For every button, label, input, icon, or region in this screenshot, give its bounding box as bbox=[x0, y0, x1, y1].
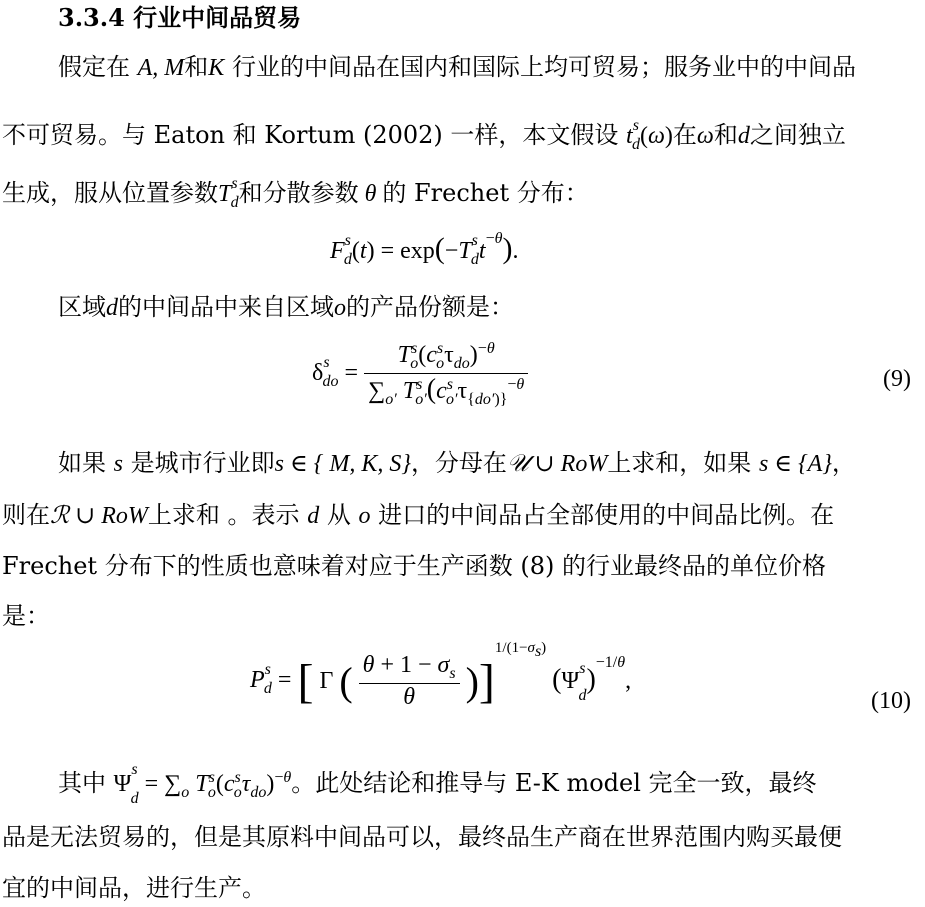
section-heading: 3.3.4 行业中间品贸易 bbox=[58, 3, 302, 32]
paragraph-3-line-4: 是： bbox=[2, 602, 50, 630]
equation-9: $\delta^s_{do}$ = $\frac{T^s_o(c^s_o\tau_{do})^{-\theta}}{\sum_{o'} T^s_{o'}(c^s_{o'}\tau_{\{do')\}}^{-\theta}}$ bbox=[312, 340, 528, 409]
math-theta: θ bbox=[358, 181, 383, 207]
equation-10: $P^s_d$ = [ Γ ( $\frac{\theta + 1 - \sigma_s}{\theta}$ )]$^{1/(1-\sigma_s)}$ $(\Psi^s_d)^{-1/\theta}$, bbox=[250, 639, 632, 710]
equation-frechet: $F^s_d(t) = \exp(-T^s_dt^{-\theta})$. bbox=[330, 230, 519, 268]
math-T-d-s: $T^s_d$ bbox=[218, 175, 239, 211]
equation-9-number: (9) bbox=[883, 366, 911, 392]
paragraph-1-line-1: 假定在 A, M和K 行业的中间品在国内和国际上均可贸易；服务业中的中间品 bbox=[58, 53, 856, 81]
paragraph-4-line-1: 其中 $\Psi^s_d = \sum_o$ $T^s_o(c^s_o\tau_{do})^{-\theta}$。此处结论和推导与 E-K model 完全一致，最终 bbox=[58, 761, 817, 807]
paragraph-1-line-2: 不可贸易。与 Eaton 和 Kortum (2002) 一样，本文假设 $t^s_d(\omega)$在ω和d之间独立 bbox=[2, 117, 846, 153]
paragraph-2: 区域d的中间品中来自区域o的产品份额是： bbox=[58, 293, 514, 321]
paragraph-3-line-3: Frechet 分布下的性质也意味着对应于生产函数 (8) 的行业最终品的单位价格 bbox=[2, 552, 826, 580]
paragraph-3-line-2: 则在ℛ ∪ RoW上求和 。表示 d 从 o 进口的中间品占全部使用的中间品比例。在 bbox=[2, 501, 835, 529]
paragraph-4-line-2: 品是无法贸易的，但是其原料中间品可以，最终品生产商在世界范围内购买最便 bbox=[2, 823, 842, 851]
math-t-d-s-omega: $t^s_d(\omega)$ bbox=[626, 117, 673, 153]
paragraph-1-line-3: 生成，服从位置参数$T^s_d$和分散参数 θ 的 Frechet 分布： bbox=[2, 175, 589, 211]
equation-10-number: (10) bbox=[871, 688, 911, 714]
paragraph-3-line-1: 如果 s 是城市行业即s ∈ { M, K, S}，分母在𝒰 ∪ RoW上求和，如果 s ∈ {A}， bbox=[58, 449, 856, 477]
paragraph-4-line-3: 宜的中间品，进行生产。 bbox=[2, 874, 266, 902]
